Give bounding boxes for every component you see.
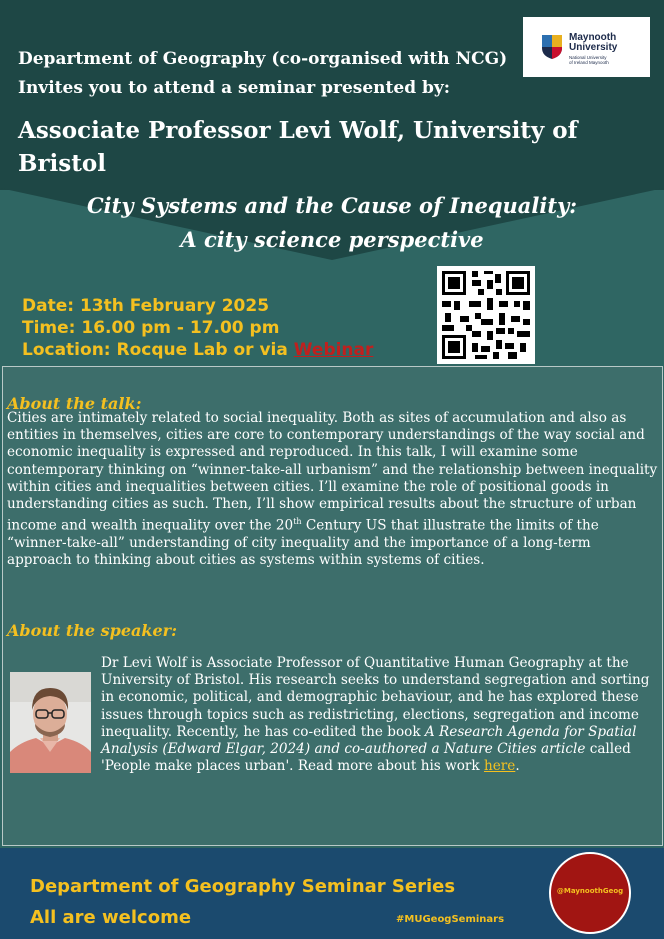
logo-name: Maynooth University <box>569 32 618 53</box>
about-talk-body: Cities are intimately related to social inequality. Both as sites of accumulation and also as entities in themselves, cities are core to contemporary understandings of the way social and economic inequality is expressed and reproduced. In this talk, I will examine some contemporary thinking on “winner-take-all urbanism” and the relationship between inequality within cities and inequalities between cities. I’ll examine the role of positional goods in understanding cities as such. Then, I’ll show empirical results about the structure of urban income and wealth inequality over the 20th Century US that illustrate the limits of the “winner-take-all” understanding of city inequality and the importance of a long-term approach to thinking about cities as systems within systems of cities. <box>7 410 658 569</box>
event-time: Time: 16.00 pm - 17.00 pm <box>22 318 280 338</box>
talk-title-line1: City Systems and the Cause of Inequality: <box>86 193 578 218</box>
speaker-name: Associate Professor Levi Wolf, University of Bristol <box>18 117 578 177</box>
social-handle-badge[interactable] <box>549 852 631 934</box>
qr-code[interactable] <box>437 266 535 364</box>
department-line: Department of Geography (co-organised with NCG) <box>18 49 508 69</box>
event-location: Location: Rocque Lab or via Webinar <box>22 340 374 360</box>
webinar-link[interactable]: Webinar <box>293 340 374 360</box>
speaker-photo <box>10 672 91 773</box>
about-speaker-heading: About the speaker: <box>7 621 177 640</box>
social-handle: @MaynoothGeog <box>556 887 624 895</box>
talk-title-line2: A city science perspective <box>180 227 484 252</box>
maynooth-logo <box>523 17 650 77</box>
about-talk-heading: About the talk: <box>7 394 142 413</box>
speaker-bio: Dr Levi Wolf is Associate Professor of Quantitative Human Geography at the University of Bristol. His research seeks to understand segregation and sorting in economic, political, and demographic behaviour, and he has explored these issues through topics such as redistricting, elections, segregation and income inequality. Recently, he has co-edited the book A Research Agenda for Spatial Analysis (Edward Elgar, 2024) and co-authored a Nature Cities article called 'People make places urban'. Read more about his work here. <box>101 655 650 775</box>
seminar-hashtag: #MUGeogSeminars <box>396 914 505 925</box>
logo-subtitle: National University of Ireland Maynooth <box>569 55 609 65</box>
event-date: Date: 13th February 2025 <box>22 296 270 316</box>
welcome-text: All are welcome <box>30 907 192 928</box>
university-crest-icon <box>541 34 563 60</box>
invite-line: Invites you to attend a seminar presented by: <box>18 78 451 98</box>
seminar-series-title: Department of Geography Seminar Series <box>30 876 456 897</box>
speaker-more-link[interactable]: here <box>483 758 516 775</box>
